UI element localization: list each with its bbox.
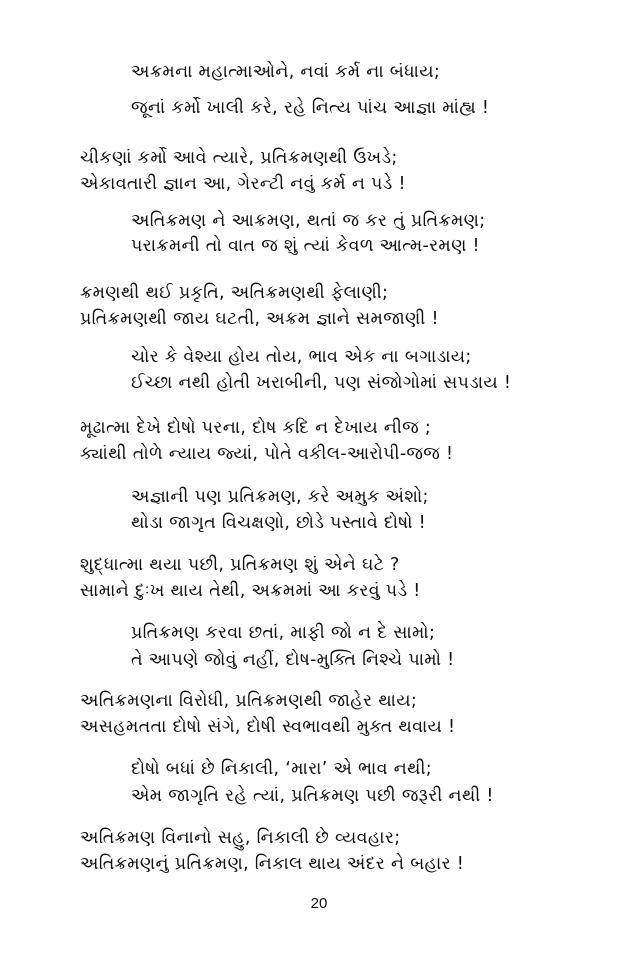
verse-line: અતિક્રમણના વિરોધી, પ્રતિક્રમણથી જાહેર થાય;: [80, 691, 418, 711]
verse-line: જૂનાં કર્મો ખાલી કરે, રહે નિત્ય પાંચ આજ્ઞા માંહ્ય !: [131, 98, 490, 118]
page-number: 20: [310, 895, 328, 912]
verse-line: શુદ્ધાત્મા થયા પછી, પ્રતિક્રમણ શું એને ઘટે ?: [80, 555, 400, 575]
verse-line: અતિક્રમણ ને આક્રમણ, થતાં જ કર તું પ્રતિક્રમણ;: [131, 211, 486, 231]
verse-line: એમ જાગૃતિ રહે ત્યાં, પ્રતિક્રમણ પછી જરૂરી નથી !: [131, 786, 494, 806]
verse-line: મૂઢાત્મા દેખે દોષો પરના, દોષ કદિ ન દેખાય નીજ ;: [80, 418, 432, 438]
verse-line: ચીકણાં કર્મો આવે ત્યારે, પ્રતિક્રમણથી ઉખડે;: [80, 148, 398, 168]
verse-line: અતિક્રમણ વિનાનો સહુ, નિકાલી છે વ્યવહાર;: [80, 828, 401, 848]
verse-line: ઈચ્છા નથી હોતી ખરાબીની, પણ સંજોગોમાં સપડાય !: [131, 373, 512, 393]
verse-line: થોડા જાગૃત વિચક્ષણો, છોડે પસ્તાવે દોષો !: [131, 513, 426, 533]
verse-line: સામાને દુઃખ થાય તેથી, અક્રમમાં આ કરવું પડે !: [80, 581, 421, 601]
verse-line: અતિક્રમણનું પ્રતિક્રમણ, નિકાલ થાય અંદર ને બહાર !: [80, 854, 465, 874]
verse-line: અજ્ઞાની પણ પ્રતિક્રમણ, કરે અમુક અંશો;: [131, 487, 429, 507]
verse-line: પ્રતિક્રમણથી જાય ઘટતી, અક્રમ જ્ઞાને સમજાણી !: [80, 309, 439, 329]
verse-line: ક્યાંથી તોળે ન્યાય જ્યાં, પોતે વકીલ-આરોપી-જજ !: [80, 444, 454, 464]
verse-line: ક્રમણથી થઈ પ્રકૃતિ, અતિક્રમણથી ફેલાણી;: [80, 283, 389, 303]
verse-line: તે આપણે જોવું નહીં, દોષ-મુક્તિ નિશ્ચે પામો !: [131, 650, 455, 670]
verse-line: ચોર કે વેશ્યા હોય તોય, ભાવ એક ના બગાડાય;: [131, 347, 472, 367]
verse-line: અસહમતતા દોષો સંગે, દોષી સ્વભાવથી મુક્ત થવાય !: [80, 717, 456, 737]
verse-line: પરાક્રમની તો વાત જ શું ત્યાં કેવળ આત્મ-રમણ !: [131, 236, 480, 256]
verse-line: પ્રતિક્રમણ કરવા છતાં, માફી જો ન દે સામો;: [131, 623, 436, 643]
verse-line: અક્રમના મહાત્માઓને, નવાં કર્મ ના બંધાય;: [131, 62, 441, 82]
verse-line: એકાવતારી જ્ઞાન આ, ગેરન્ટી નવું કર્મ ન પડે !: [80, 174, 406, 194]
verse-line: દોષો બધાં છે નિકાલી, ‘મારા’ એ ભાવ નથી;: [131, 759, 432, 779]
